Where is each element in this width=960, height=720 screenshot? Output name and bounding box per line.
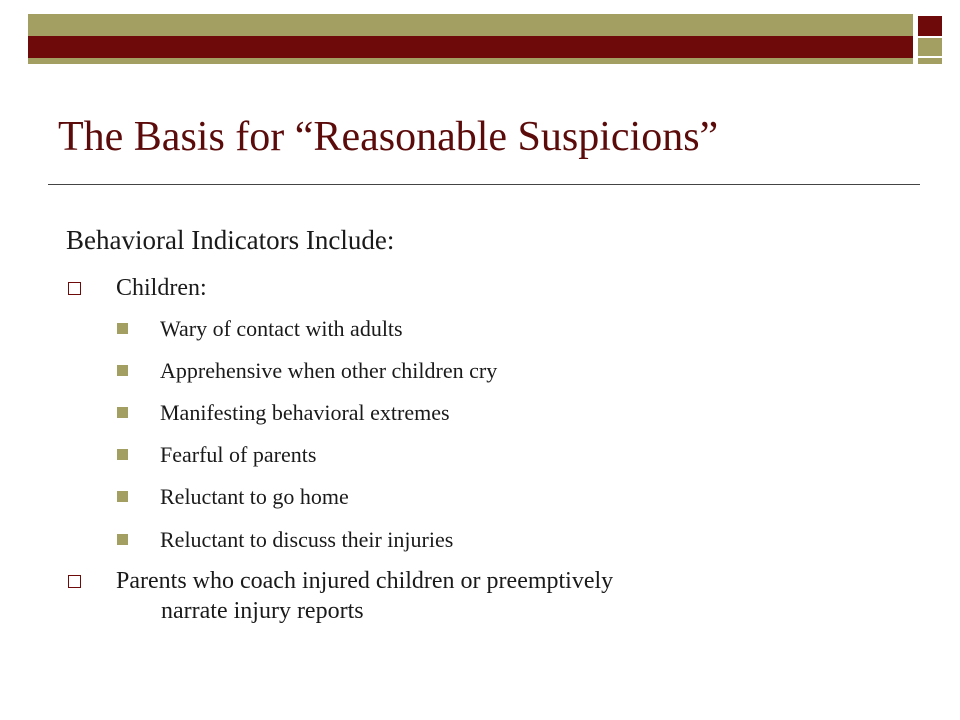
square-bullet-icon: [117, 365, 128, 376]
list-item-label: Reluctant to discuss their injuries: [160, 527, 454, 552]
hollow-square-bullet-icon: [68, 282, 81, 295]
square-bullet-icon: [117, 491, 128, 502]
title-divider: [48, 184, 920, 185]
bullet-label-continuation: narrate injury reports: [161, 598, 364, 624]
square-bullet-icon: [117, 323, 128, 334]
bullet-label: Children:: [116, 275, 207, 301]
list-item-label: Manifesting behavioral extremes: [160, 400, 450, 425]
header-corner-square-maroon: [918, 16, 942, 36]
header-band-maroon: [28, 36, 913, 58]
header-corner-square-olive: [918, 38, 942, 56]
square-bullet-icon: [117, 407, 128, 418]
list-item-label: Apprehensive when other children cry: [160, 358, 498, 383]
header-band-olive-bottom: [28, 58, 913, 64]
subheading: Behavioral Indicators Include:: [66, 225, 395, 255]
square-bullet-icon: [117, 449, 128, 460]
square-bullet-icon: [117, 534, 128, 545]
header-band-olive-top: [28, 14, 913, 36]
list-item-label: Fearful of parents: [160, 442, 317, 467]
hollow-square-bullet-icon: [68, 575, 81, 588]
list-item-label: Wary of contact with adults: [160, 316, 403, 341]
slide-title: The Basis for “Reasonable Suspicions”: [58, 114, 719, 160]
list-item-label: Reluctant to go home: [160, 484, 349, 509]
header-corner-square-olive-small: [918, 58, 942, 64]
bullet-label: Parents who coach injured children or preemptively: [116, 568, 614, 594]
